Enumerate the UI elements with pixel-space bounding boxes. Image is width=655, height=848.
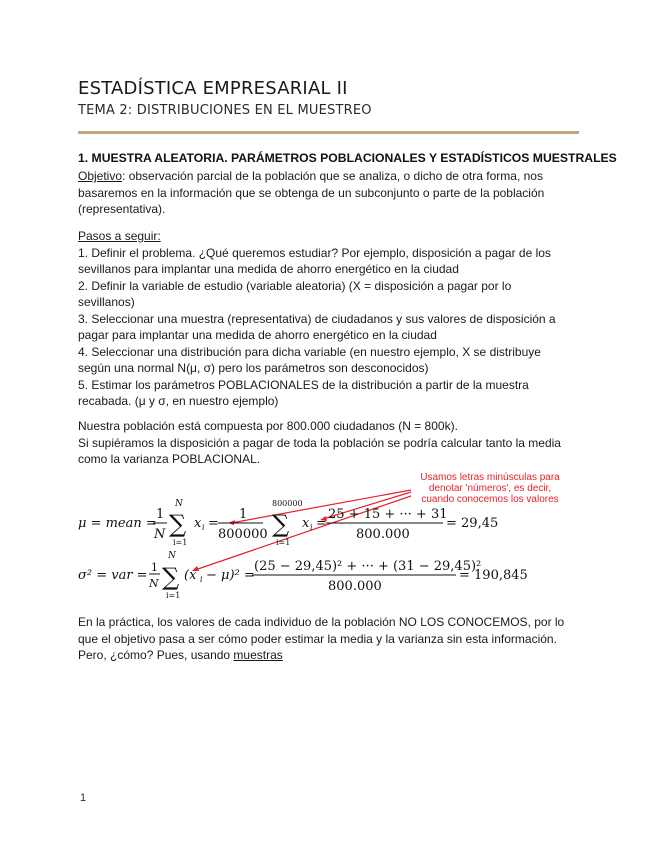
sum-upper-800000: 800000 (272, 499, 303, 508)
var-denominator: 800.000 (328, 579, 382, 594)
objective-text: : observación parcial de la población que se analiza, o dicho de otra forma, nos basaremos en la información que se obtenga de un subconjunto o parte de la población (representativa). (78, 169, 545, 216)
sum-upper: N (175, 499, 183, 509)
svg-text:N: N (149, 577, 159, 590)
mean-numerator: 25 + 15 + ··· + 31 (328, 507, 448, 522)
step-line: recabada. (μ y σ, en nuestro ejemplo) (78, 394, 279, 408)
page-subtitle: TEMA 2: DISTRIBUCIONES EN EL MUESTREO (78, 103, 372, 118)
mean-lhs: μ = mean = (78, 516, 157, 531)
frac-one: 1 (156, 507, 165, 522)
conclusion-paragraph (78, 614, 583, 664)
mean-denominator: 800.000 (356, 527, 410, 542)
sum-lower: i=1 (173, 538, 188, 547)
steps-heading: Pasos a seguir: (78, 229, 161, 243)
svg-text:=: = (208, 516, 219, 531)
step-line: 1. Definir el problema. ¿Qué queremos estudiar? Por ejemplo, disposición a pagar de los (78, 245, 551, 260)
conclusion-text: En la práctica, los valores de cada individuo de la población NO LOS CONOCEMOS, por lo que el objetivo pasa a ser cómo poder estimar la media y la varianza sin esta información. Pero, ¿cómo? Pues, usando (78, 615, 565, 662)
frac-800000: 800000 (218, 527, 268, 542)
svg-text:i=1: i=1 (276, 538, 291, 547)
frac-N: N (154, 527, 166, 542)
sum-symbol-b: ∑ (272, 510, 290, 538)
svg-text:− μ)² =: − μ)² = (206, 568, 255, 583)
svg-text:=: = (316, 516, 327, 531)
step-line: 3. Seleccionar una muestra (representativa) de ciudadanos y sus valores de disposición a (78, 311, 556, 326)
step-line: pagar para implantar una medida de ahorro energético en la ciudad (78, 328, 437, 342)
formula-block (78, 472, 578, 610)
var-result: = 190,845 (459, 568, 528, 583)
steps-block (78, 228, 583, 410)
svg-text:i: i (202, 523, 205, 532)
var-lhs: σ² = var = (78, 568, 148, 583)
step-line: según una normal N(μ, σ) pero los parámetros son desconocidos) (78, 361, 429, 375)
svg-text:i=1: i=1 (166, 591, 181, 600)
sum-symbol: ∑ (169, 510, 187, 538)
page-number: 1 (80, 792, 87, 804)
svg-text:i: i (200, 575, 203, 584)
mean-result: = 29,45 (446, 516, 499, 531)
section-heading: 1. MUESTRA ALEATORIA. PARÁMETROS POBLACIONALES Y ESTADÍSTICOS MUESTRALES (78, 151, 617, 165)
objective-paragraph (78, 168, 583, 218)
step-line: sevillanos) (78, 295, 135, 309)
page-title: ESTADÍSTICA EMPRESARIAL II (78, 78, 348, 99)
svg-text:x: x (302, 516, 310, 531)
header-divider (78, 131, 579, 134)
step-line: 4. Seleccionar una distribución para dicha variable (en nuestro ejemplo, X se distribuye (78, 344, 541, 359)
svg-text:N: N (168, 551, 176, 561)
step-line: 5. Estimar los parámetros POBLACIONALES de la distribución a partir de la muestra (78, 377, 529, 392)
population-line-2: Si supiéramos la disposición a pagar de toda la población se podría calcular tanto la media como la varianza POBLACIONAL. (78, 435, 561, 466)
var-numerator: (25 − 29,45)² + ··· + (31 − 29,45)² (254, 559, 482, 574)
svg-text:i: i (310, 523, 313, 532)
annotation (420, 472, 560, 505)
x-term: x (194, 516, 202, 531)
step-line: sevillanos para implantar una medida de ahorro energético en la ciudad (78, 262, 459, 276)
svg-text:∑: ∑ (162, 563, 180, 591)
frac-one-b: 1 (239, 507, 248, 522)
annotation-line-1: Usamos letras minúsculas para (420, 472, 560, 483)
population-line-1: Nuestra población está compuesta por 800.000 ciudadanos (N = 800k). (78, 419, 458, 433)
svg-text:1: 1 (151, 561, 158, 574)
objective-label: Objetivo (78, 169, 123, 183)
annotation-line-2: denotar 'números', es decir, (428, 483, 552, 494)
annotation-line-3: cuando conocemos los valores (421, 494, 559, 505)
population-paragraph (78, 418, 583, 468)
var-term: (x (184, 568, 197, 583)
step-line: 2. Definir la variable de estudio (variable aleatoria) (X = disposición a pagar por lo (78, 278, 512, 293)
muestras-link: muestras (233, 648, 283, 662)
